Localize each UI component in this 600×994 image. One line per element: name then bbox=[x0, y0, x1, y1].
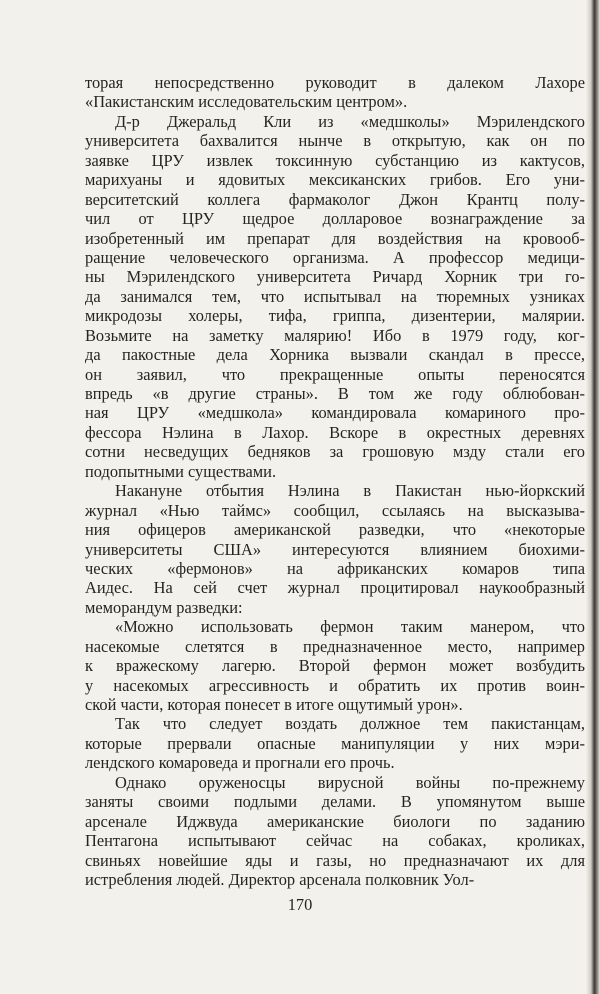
text-line: университеты США» интересуются влиянием биохими- bbox=[85, 539, 585, 559]
paragraph bbox=[85, 73, 585, 112]
text-line: ращение человеческого организма. А профессор медици- bbox=[85, 247, 585, 267]
text-line: лендского комароведа и прогнали его прочь. bbox=[85, 753, 395, 773]
text-line: марихуаны и ядовитых мексиканских грибов. Его уни- bbox=[85, 170, 585, 190]
text-line: ная ЦРУ «медшкола» командировала комариного про- bbox=[85, 403, 585, 423]
text-line: меморандум разведки: bbox=[85, 597, 243, 617]
page-number: 170 bbox=[287, 895, 313, 914]
text-line: сотни несведущих бедняков за грошовую мзду стали его bbox=[85, 442, 585, 462]
text-line: Возьмите на заметку малярию! Ибо в 1979 году, ког- bbox=[85, 325, 585, 345]
text-line: впредь «в другие страны». В том же году облюбован- bbox=[85, 384, 585, 403]
text-line: «Пакистанским исследовательским центром». bbox=[85, 92, 408, 112]
text-line: насекомые слетятся в предназначенное место, например bbox=[85, 636, 585, 656]
text-line: свиньях новейшие яды и газы, но предназначают их для bbox=[85, 850, 585, 870]
text-line: ческих «фермонов» на африканских комаров типа bbox=[85, 558, 585, 578]
text-line: да пакостные дела Хорника вызвали скандал в прессе, bbox=[85, 345, 585, 365]
book-binding-shadow bbox=[586, 0, 600, 994]
page-body-text bbox=[85, 73, 585, 889]
text-line: ской части, которая понесет в итоге ощутимый урон». bbox=[85, 695, 463, 714]
text-line: университета бахвалится нынче в открытую, как он по bbox=[85, 131, 585, 151]
text-line: заявке ЦРУ извлек токсинную субстанцию из кактусов, bbox=[85, 150, 585, 170]
text-line: да занимался тем, что испытывал на тюремных узниках bbox=[85, 286, 585, 306]
text-line: микродозы холеры, тифа, гриппа, дизентерии, малярии. bbox=[85, 306, 585, 326]
text-line: Пентагона испытывают сейчас на собаках, кроликах, bbox=[85, 831, 585, 851]
text-line: Однако оруженосцы вирусной войны по-прежнему bbox=[115, 772, 585, 792]
text-line: у насекомых агрессивность и обратить их против воин- bbox=[85, 675, 585, 695]
text-line: Аидес. На сей счет журнал процитировал наукообразный bbox=[85, 578, 585, 598]
text-line: Так что следует воздать должное тем пакистанцам, bbox=[115, 714, 585, 734]
text-line: ния офицеров американской разведки, что «некоторые bbox=[85, 520, 585, 540]
paragraph bbox=[85, 481, 585, 617]
text-line: фессора Нэлина в Лахор. Вскоре в окрестных деревнях bbox=[85, 422, 585, 442]
text-line: верситетский коллега фармаколог Джон Крантц полу- bbox=[85, 189, 585, 209]
text-line: Д-р Джеральд Кли из «медшколы» Мэрилендского bbox=[115, 111, 585, 131]
paragraph bbox=[85, 714, 585, 772]
text-line: изобретенный им препарат для воздействия на кровооб- bbox=[85, 228, 585, 248]
paragraph bbox=[85, 112, 585, 481]
text-line: подопытными существами. bbox=[85, 461, 277, 481]
paragraph bbox=[85, 617, 585, 714]
text-line: заняты своими подлыми делами. В упомянутом выше bbox=[85, 792, 585, 812]
paragraph bbox=[85, 773, 585, 890]
text-line: журнал «Нью таймс» сообщил, ссылаясь на высказыва- bbox=[85, 500, 585, 520]
text-line: он заявил, что прекращенные опыты переносятся bbox=[85, 364, 585, 384]
text-line: чил от ЦРУ щедрое долларовое вознаграждение за bbox=[85, 209, 585, 229]
text-line: к вражескому лагерю. Второй фермон может возбудить bbox=[85, 656, 585, 676]
text-line: которые прервали опасные манипуляции у них мэри- bbox=[85, 733, 585, 753]
text-line: Накануне отбытия Нэлина в Пакистан нью-йоркский bbox=[115, 481, 585, 501]
text-line: арсенале Иджвуда американские биологи по заданию bbox=[85, 811, 585, 831]
text-line: «Можно использовать фермон таким манером, что bbox=[115, 617, 585, 637]
text-line: ны Мэрилендского университета Ричард Хорник три го- bbox=[85, 267, 585, 287]
text-line: истребления людей. Директор арсенала полковник Уол- bbox=[85, 869, 475, 889]
text-line: торая непосредственно руководит в далеком Лахоре bbox=[85, 73, 585, 92]
